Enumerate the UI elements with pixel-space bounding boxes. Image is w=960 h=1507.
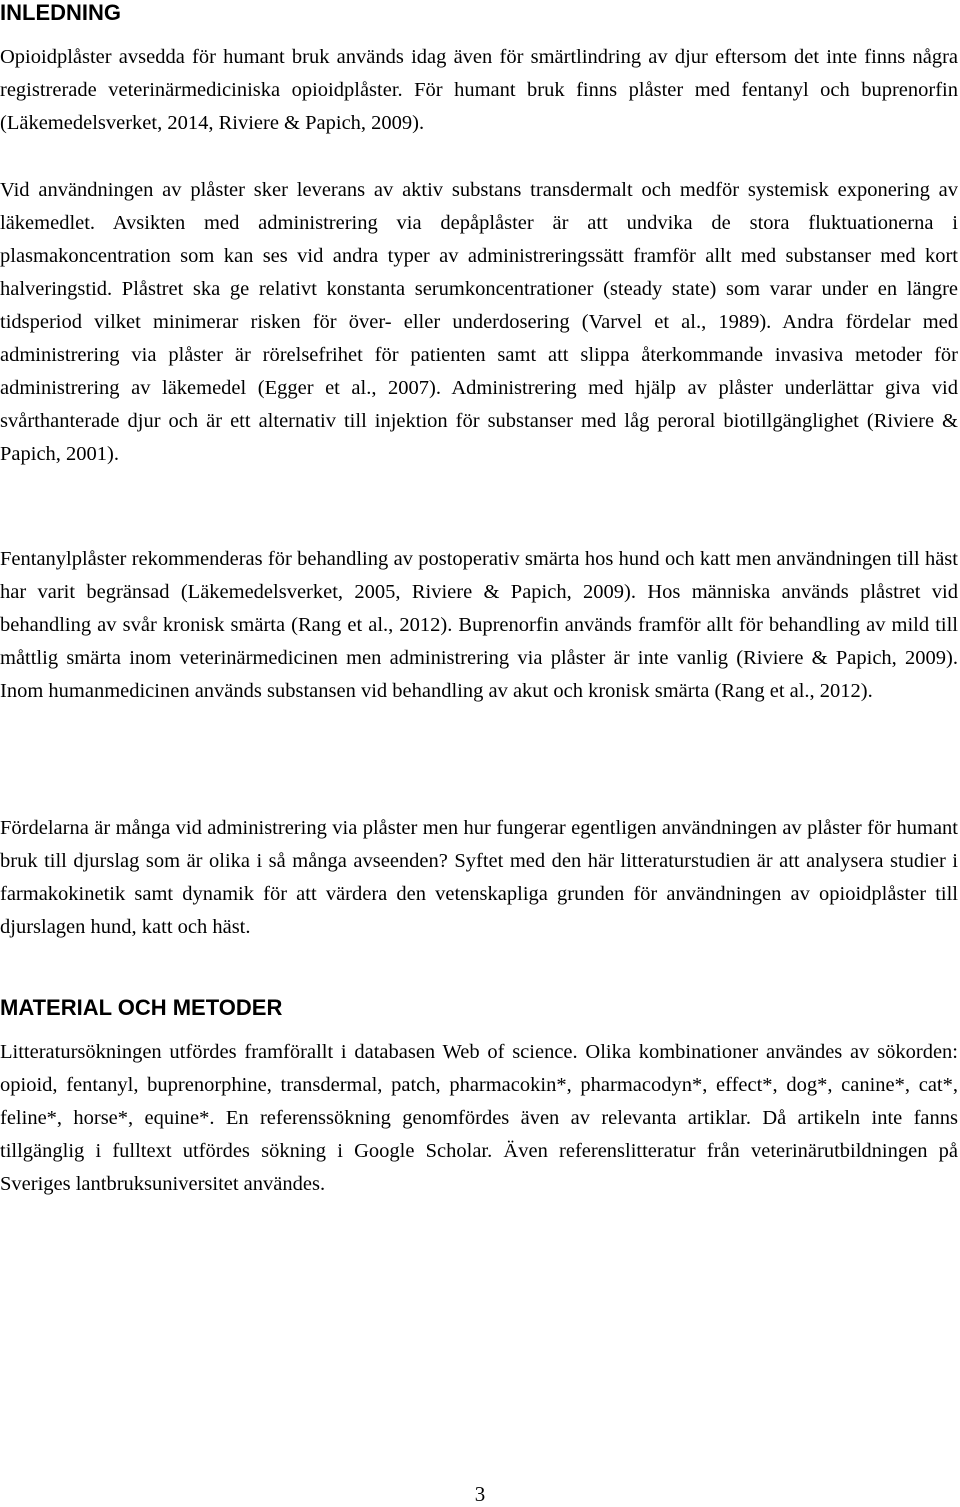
page-number: 3 xyxy=(474,1482,486,1506)
paragraph-methods-1: Litteratursökningen utfördes framförallt i databasen Web of science. Olika kombinationer användes av sökorden: opioid, fentanyl, buprenorphine, transdermal, patch, pharmacokin*, pharmacodyn*, effect*, dog*, canine*, cat*, feline*, horse*, equine*. En referenssökning genomfördes även av relevanta artiklar. Då artikeln inte fanns tillgänglig i fulltext utfördes sökning i Google Scholar. Även referenslitteratur från veterinärutbildningen på Sveriges lantbruksuniversitet användes. xyxy=(0,1041,958,1195)
paragraph-intro-3: Fentanylplåster rekommenderas för behandling av postoperativ smärta hos hund och katt men användningen till häst har varit begränsad (Läkemedelsverket, 2005, Riviere & Papich, 2009). Hos människa används plåstret vid behandling av svår kronisk smärta (Rang et al., 2012). Buprenorfin används framför allt för behandling av mild till måttlig smärta inom veterinärmedicinen men administrering via plåster är inte vanlig (Riviere & Papich, 2009). Inom humanmedicinen används substansen vid behandling av akut och kronisk smärta (Rang et al., 2012). xyxy=(0,548,958,702)
paragraph-intro-1: Opioidplåster avsedda för humant bruk används idag även för smärtlindring av djur eftersom det inte finns några registrerade veterinärmediciniska opioidplåster. För humant bruk finns plåster med fentanyl och buprenorfin (Läkemedelsverket, 2014, Riviere & Papich, 2009). xyxy=(0,46,958,134)
section-heading-inledning: INLEDNING xyxy=(0,0,121,25)
paragraph-intro-4: Fördelarna är många vid administrering via plåster men hur fungerar egentligen användningen av plåster för humant bruk till djurslag som är olika i så många avseenden? Syftet med den här litteraturstudien är att analysera studier i farmakokinetik samt dynamik för att värdera den vetenskapliga grunden för användningen av opioidplåster till djurslagen hund, katt och häst. xyxy=(0,817,958,938)
paragraph-intro-2: Vid användningen av plåster sker leverans av aktiv substans transdermalt och medför systemisk exponering av läkemedlet. Avsikten med administrering via depåplåster är att undvika de stora fluktuationerna i plasmakoncentration som kan ses vid andra typer av administreringssätt framför allt med substanser med kort halveringstid. Plåstret ska ge relativt konstanta serumkoncentrationer (steady state) som varar under en längre tidsperiod vilket minimerar risken för över- eller underdosering (Varvel et al., 1989). Andra fördelar med administrering via plåster är rörelsefrihet för patienten samt att slippa återkommande invasiva metoder för administrering av läkemedel (Egger et al., 2007). Administrering med hjälp av plåster underlättar giva vid svårthanterade djur och är ett alternativ till injektion för substanser med låg peroral biotillgänglighet (Riviere & Papich, 2001). xyxy=(0,179,958,465)
section-heading-material-och-metoder: MATERIAL OCH METODER xyxy=(0,995,283,1020)
